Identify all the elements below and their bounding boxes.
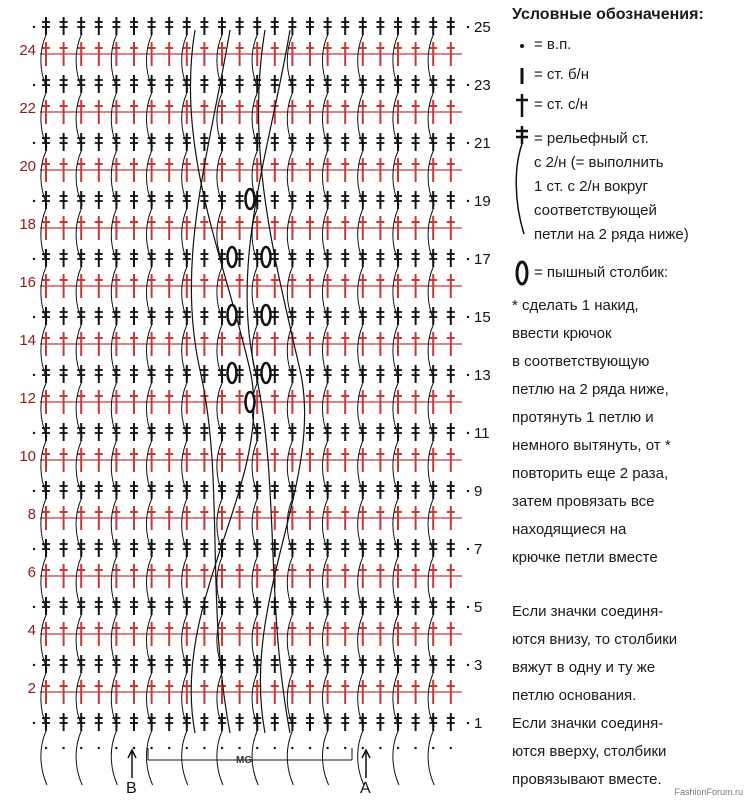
row-label-left: 14 — [19, 332, 36, 349]
chain-dot — [467, 548, 469, 550]
chain-dot — [467, 664, 469, 666]
chain-dot — [450, 747, 452, 749]
chain-dot — [467, 606, 469, 608]
puff-stitch — [262, 363, 271, 383]
chain-dot — [33, 26, 35, 28]
chain-dot — [203, 747, 205, 749]
relief-post-curve — [393, 731, 399, 785]
row-label-left: 12 — [19, 390, 36, 407]
legend-item-chain-text: = в.п. — [534, 36, 572, 53]
row-label-left: 6 — [27, 564, 36, 581]
row-label-left: 20 — [19, 158, 36, 175]
chain-dot — [98, 747, 100, 749]
chain-dot — [115, 747, 117, 749]
relief-post-curve — [41, 731, 47, 785]
legend-item-chain — [512, 30, 744, 60]
puff-stitch — [262, 305, 271, 325]
chain-dot — [379, 747, 381, 749]
chain-dot — [33, 432, 35, 434]
row-label-left: 4 — [27, 622, 36, 639]
chain-dot — [467, 722, 469, 724]
chain-dot — [362, 747, 364, 749]
chain-dot — [80, 747, 82, 749]
row-label-left: 10 — [19, 448, 36, 465]
chain-dot — [397, 747, 399, 749]
marker-a-label: A — [360, 780, 371, 797]
relief-post-curve — [217, 731, 223, 785]
puff-stitch — [262, 247, 271, 267]
chain-dot — [274, 747, 276, 749]
chain-dot — [467, 490, 469, 492]
chain-dot — [221, 747, 223, 749]
chain-dot — [256, 747, 258, 749]
chain-dot — [467, 316, 469, 318]
chain-dot — [467, 84, 469, 86]
chain-dot — [33, 200, 35, 202]
row-label-right: 1 — [474, 715, 483, 732]
chain-dot — [33, 606, 35, 608]
row-label-right: 15 — [474, 309, 491, 326]
chain-dot — [467, 374, 469, 376]
marker-b-label: B — [126, 780, 137, 797]
relief-stitch-icon — [512, 122, 534, 247]
row-label-right: 13 — [474, 367, 491, 384]
row-label-left: 22 — [19, 100, 36, 117]
chain-dot — [133, 747, 135, 749]
row-label-left: 24 — [19, 42, 36, 59]
row-label-right: 21 — [474, 135, 491, 152]
relief-post-curve — [428, 731, 434, 785]
row-label-left: 18 — [19, 216, 36, 233]
row-label-right: 9 — [474, 483, 483, 500]
row-label-right: 25 — [474, 19, 491, 36]
relief-post-curve — [76, 731, 82, 785]
chain-dot — [344, 747, 346, 749]
chain-dot — [414, 747, 416, 749]
chain-dot — [432, 747, 434, 749]
chain-dot — [33, 84, 35, 86]
puff-stitch — [228, 247, 237, 267]
legend-item-relief — [512, 122, 744, 246]
chain-dot — [291, 747, 293, 749]
relief-post-curve — [358, 731, 364, 785]
chain-dot — [33, 316, 35, 318]
chain-dot — [309, 747, 311, 749]
legend-item-double-crochet — [512, 90, 744, 120]
repeat-label: MG — [236, 755, 253, 766]
puff-stitch — [246, 189, 255, 209]
chain-dot — [33, 258, 35, 260]
row-label-right: 17 — [474, 251, 491, 268]
chain-dot — [467, 200, 469, 202]
legend-item-single-crochet-text: = ст. б/н — [534, 66, 590, 83]
puff-stitch — [246, 392, 255, 412]
legend-puff-instructions: * сделать 1 накид, ввести крючок в соответствующую петлю на 2 ряда ниже, протянуть 1 петлю и немного вытянуть, от * повторить еще 2 раза, затем провязать все находящиеся на крючке петли вместе — [512, 297, 671, 566]
chain-dot — [33, 142, 35, 144]
row-label-left: 16 — [19, 274, 36, 291]
legend-item-single-crochet — [512, 60, 744, 90]
relief-post-curve — [146, 731, 152, 785]
puff-stitch-icon — [512, 258, 534, 299]
row-label-left: 2 — [27, 680, 36, 697]
relief-post-curve — [111, 731, 117, 785]
puff-stitch — [228, 305, 237, 325]
chain-dot — [33, 374, 35, 376]
row-label-right: 5 — [474, 599, 483, 616]
chain-dot — [168, 747, 170, 749]
chain-dot — [467, 26, 469, 28]
chain-dot — [45, 747, 47, 749]
chain-dot — [467, 258, 469, 260]
chain-dot — [33, 664, 35, 666]
legend-puff-text: = пышный столбик: — [534, 264, 669, 281]
legend-note: Если значки соединя- ются внизу, то столбики вяжут в одну и ту же петлю основания. Если значки соединя- ются вверху, столбики провязывают вместе. — [512, 603, 678, 788]
legend — [512, 6, 744, 572]
chain-dot — [33, 548, 35, 550]
relief-post-curve — [252, 731, 258, 785]
chain-dot — [238, 747, 240, 749]
relief-post-curve — [322, 731, 328, 785]
row-label-right: 11 — [474, 425, 490, 442]
chain-dot — [326, 747, 328, 749]
row-label-right: 19 — [474, 193, 491, 210]
row-label-right: 7 — [474, 541, 483, 558]
chain-dot — [33, 722, 35, 724]
legend-item-puff — [512, 258, 744, 288]
chain-dot — [186, 747, 188, 749]
relief-post-curve — [182, 731, 188, 785]
chain-dot — [62, 747, 64, 749]
chain-dot — [467, 142, 469, 144]
row-label-right: 23 — [474, 77, 491, 94]
chain-dot — [150, 747, 152, 749]
puff-stitch — [228, 363, 237, 383]
chain-dot — [33, 490, 35, 492]
row-label-right: 3 — [474, 657, 483, 674]
legend-title: Условные обозначения: — [512, 6, 704, 23]
row-label-left: 8 — [27, 506, 36, 523]
relief-post-curve — [287, 731, 293, 785]
watermark: FashionForum.ru — [674, 787, 743, 797]
legend-relief-text: = рельефный ст. с 2/н (= выполнить 1 ст. с 2/н вокруг соответствующей петли на 2 ряда ниже) — [534, 130, 689, 243]
legend-item-double-crochet-text: = ст. с/н — [534, 96, 588, 113]
chain-dot — [467, 432, 469, 434]
